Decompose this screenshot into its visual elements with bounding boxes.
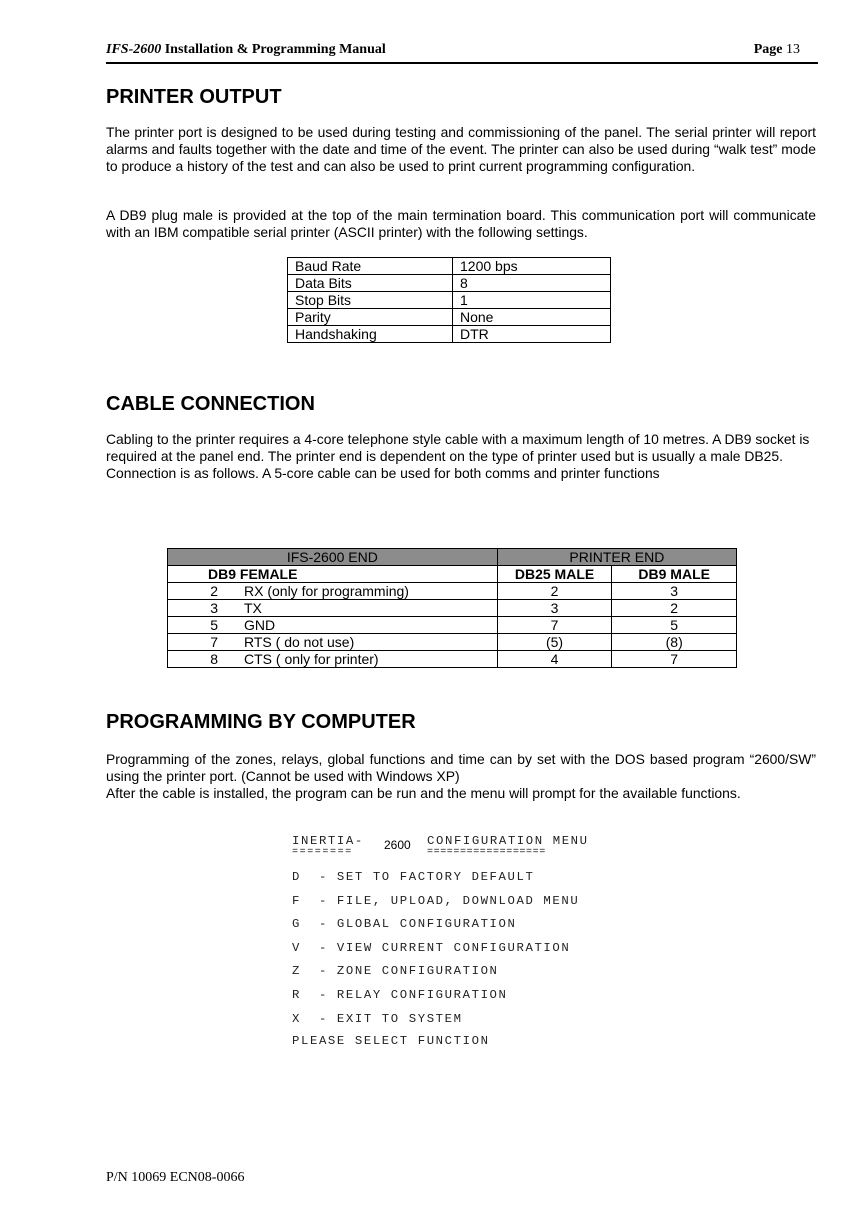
ifs-pin-number: 8 (210, 651, 218, 667)
setting-row (288, 309, 611, 326)
cable-pinout-table (167, 548, 737, 668)
setting-name: Stop Bits (288, 292, 453, 309)
db25-pin: 7 (497, 617, 612, 634)
menu-title-right: CONFIGURATION MENU (427, 834, 589, 848)
ifs-pin-number: 7 (210, 634, 218, 650)
ifs-pin-signal: CTS ( only for printer) (244, 651, 379, 667)
setting-row (288, 326, 611, 343)
ifs-pin-cell (168, 583, 498, 600)
printer-output-para-2: A DB9 plug male is provided at the top of the main termination board. This communication port will communicate with an IBM compatible serial printer (ASCII printer) with the following settings. (106, 207, 816, 240)
db25-pin: 3 (497, 600, 612, 617)
ifs-pin-signal: RX (only for programming) (244, 583, 409, 599)
ifs-pin-signal: TX (244, 600, 262, 616)
ifs-pin-signal: GND (244, 617, 276, 633)
programming-para-2: After the cable is installed, the program can be run and the menu will prompt for the available functions. (106, 785, 741, 801)
pinout-row (168, 583, 737, 600)
menu-underline-left: ======== (292, 847, 353, 858)
programming-heading: PROGRAMMING BY COMPUTER (106, 711, 416, 733)
db9-pin: 5 (612, 617, 737, 634)
setting-value: None (453, 309, 611, 326)
ifs-pin-cell (168, 617, 498, 634)
pinout-row (168, 634, 737, 651)
page-label: Page (753, 42, 783, 57)
db9-pin: 2 (612, 600, 737, 617)
printer-output-para-1: The printer port is designed to be used during testing and commissioning of the panel. The serial printer will report alarms and faults together with the date and time of the event. The printer can also be used during “walk test” mode to produce a history of the test and can also be used to print current programming configuration. (106, 124, 816, 174)
setting-name: Handshaking (288, 326, 453, 343)
db9-female-header: DB9 FEMALE (168, 566, 498, 583)
ifs-end-header: IFS-2600 END (168, 549, 498, 566)
cable-connection-para: Cabling to the printer requires a 4-core telephone style cable with a maximum length of 10 metres. A DB9 socket is required at the panel end. The printer end is dependent on the type of printer used but is usually a male DB25. Connection is as follows. A 5-core cable can be used for both comms and printer functions (106, 431, 810, 481)
menu-item: Z - ZONE CONFIGURATION (292, 964, 499, 979)
menu-item: D - SET TO FACTORY DEFAULT (292, 870, 535, 884)
printer-output-heading: PRINTER OUTPUT (106, 86, 282, 108)
pinout-sub-header-row (168, 566, 737, 583)
ifs-pin-cell (168, 651, 498, 668)
setting-row (288, 292, 611, 309)
pinout-row (168, 651, 737, 668)
db25-pin: 4 (497, 651, 612, 668)
db25-pin: 2 (497, 583, 612, 600)
manual-title-product: IFS-2600 (106, 42, 162, 57)
manual-title-rest: Installation & Programming Manual (161, 42, 386, 57)
printer-settings-table (287, 257, 611, 343)
db25-pin: (5) (497, 634, 612, 651)
page-number-value: 13 (786, 42, 800, 57)
pinout-group-header-row (168, 549, 737, 566)
page-header (106, 42, 818, 64)
db25-male-header: DB25 MALE (497, 566, 612, 583)
pinout-row (168, 617, 737, 634)
db9-pin: (8) (612, 634, 737, 651)
menu-item: F - FILE, UPLOAD, DOWNLOAD MENU (292, 893, 580, 908)
pinout-row (168, 600, 737, 617)
ifs-pin-number: 2 (210, 583, 218, 599)
ifs-pin-cell (168, 600, 498, 617)
menu-underline-right: ================== (427, 847, 546, 858)
db9-pin: 3 (612, 583, 737, 600)
page-number (754, 42, 800, 58)
menu-item: R - RELAY CONFIGURATION (292, 988, 508, 1002)
setting-value: DTR (453, 326, 611, 343)
menu-item: V - VIEW CURRENT CONFIGURATION (292, 940, 571, 955)
setting-value: 1 (453, 292, 611, 309)
menu-title-left: INERTIA- (292, 834, 364, 848)
menu-item: X - EXIT TO SYSTEM (292, 1011, 463, 1026)
db9-male-header: DB9 MALE (612, 566, 737, 583)
manual-title (106, 42, 386, 58)
programming-para-1: Programming of the zones, relays, global functions and time can by set with the DOS based program “2600/SW” using the printer port. (Cannot be used with Windows XP) (106, 751, 816, 784)
setting-name: Data Bits (288, 275, 453, 292)
printer-end-header: PRINTER END (497, 549, 736, 566)
menu-item: G - GLOBAL CONFIGURATION (292, 917, 517, 932)
setting-name: Parity (288, 309, 453, 326)
menu-title-number: 2600 (384, 838, 411, 852)
ifs-pin-number: 3 (210, 600, 218, 616)
cable-connection-heading: CABLE CONNECTION (106, 393, 315, 415)
db9-pin: 7 (612, 651, 737, 668)
setting-row (288, 275, 611, 292)
setting-value: 8 (453, 275, 611, 292)
setting-name: Baud Rate (288, 258, 453, 275)
ifs-pin-cell (168, 634, 498, 651)
page-footer: P/N 10069 ECN08-0066 (106, 1170, 245, 1185)
setting-row (288, 258, 611, 275)
menu-prompt: PLEASE SELECT FUNCTION (292, 1034, 490, 1048)
setting-value: 1200 bps (453, 258, 611, 275)
ifs-pin-signal: RTS ( do not use) (244, 634, 355, 650)
ifs-pin-number: 5 (210, 617, 218, 633)
